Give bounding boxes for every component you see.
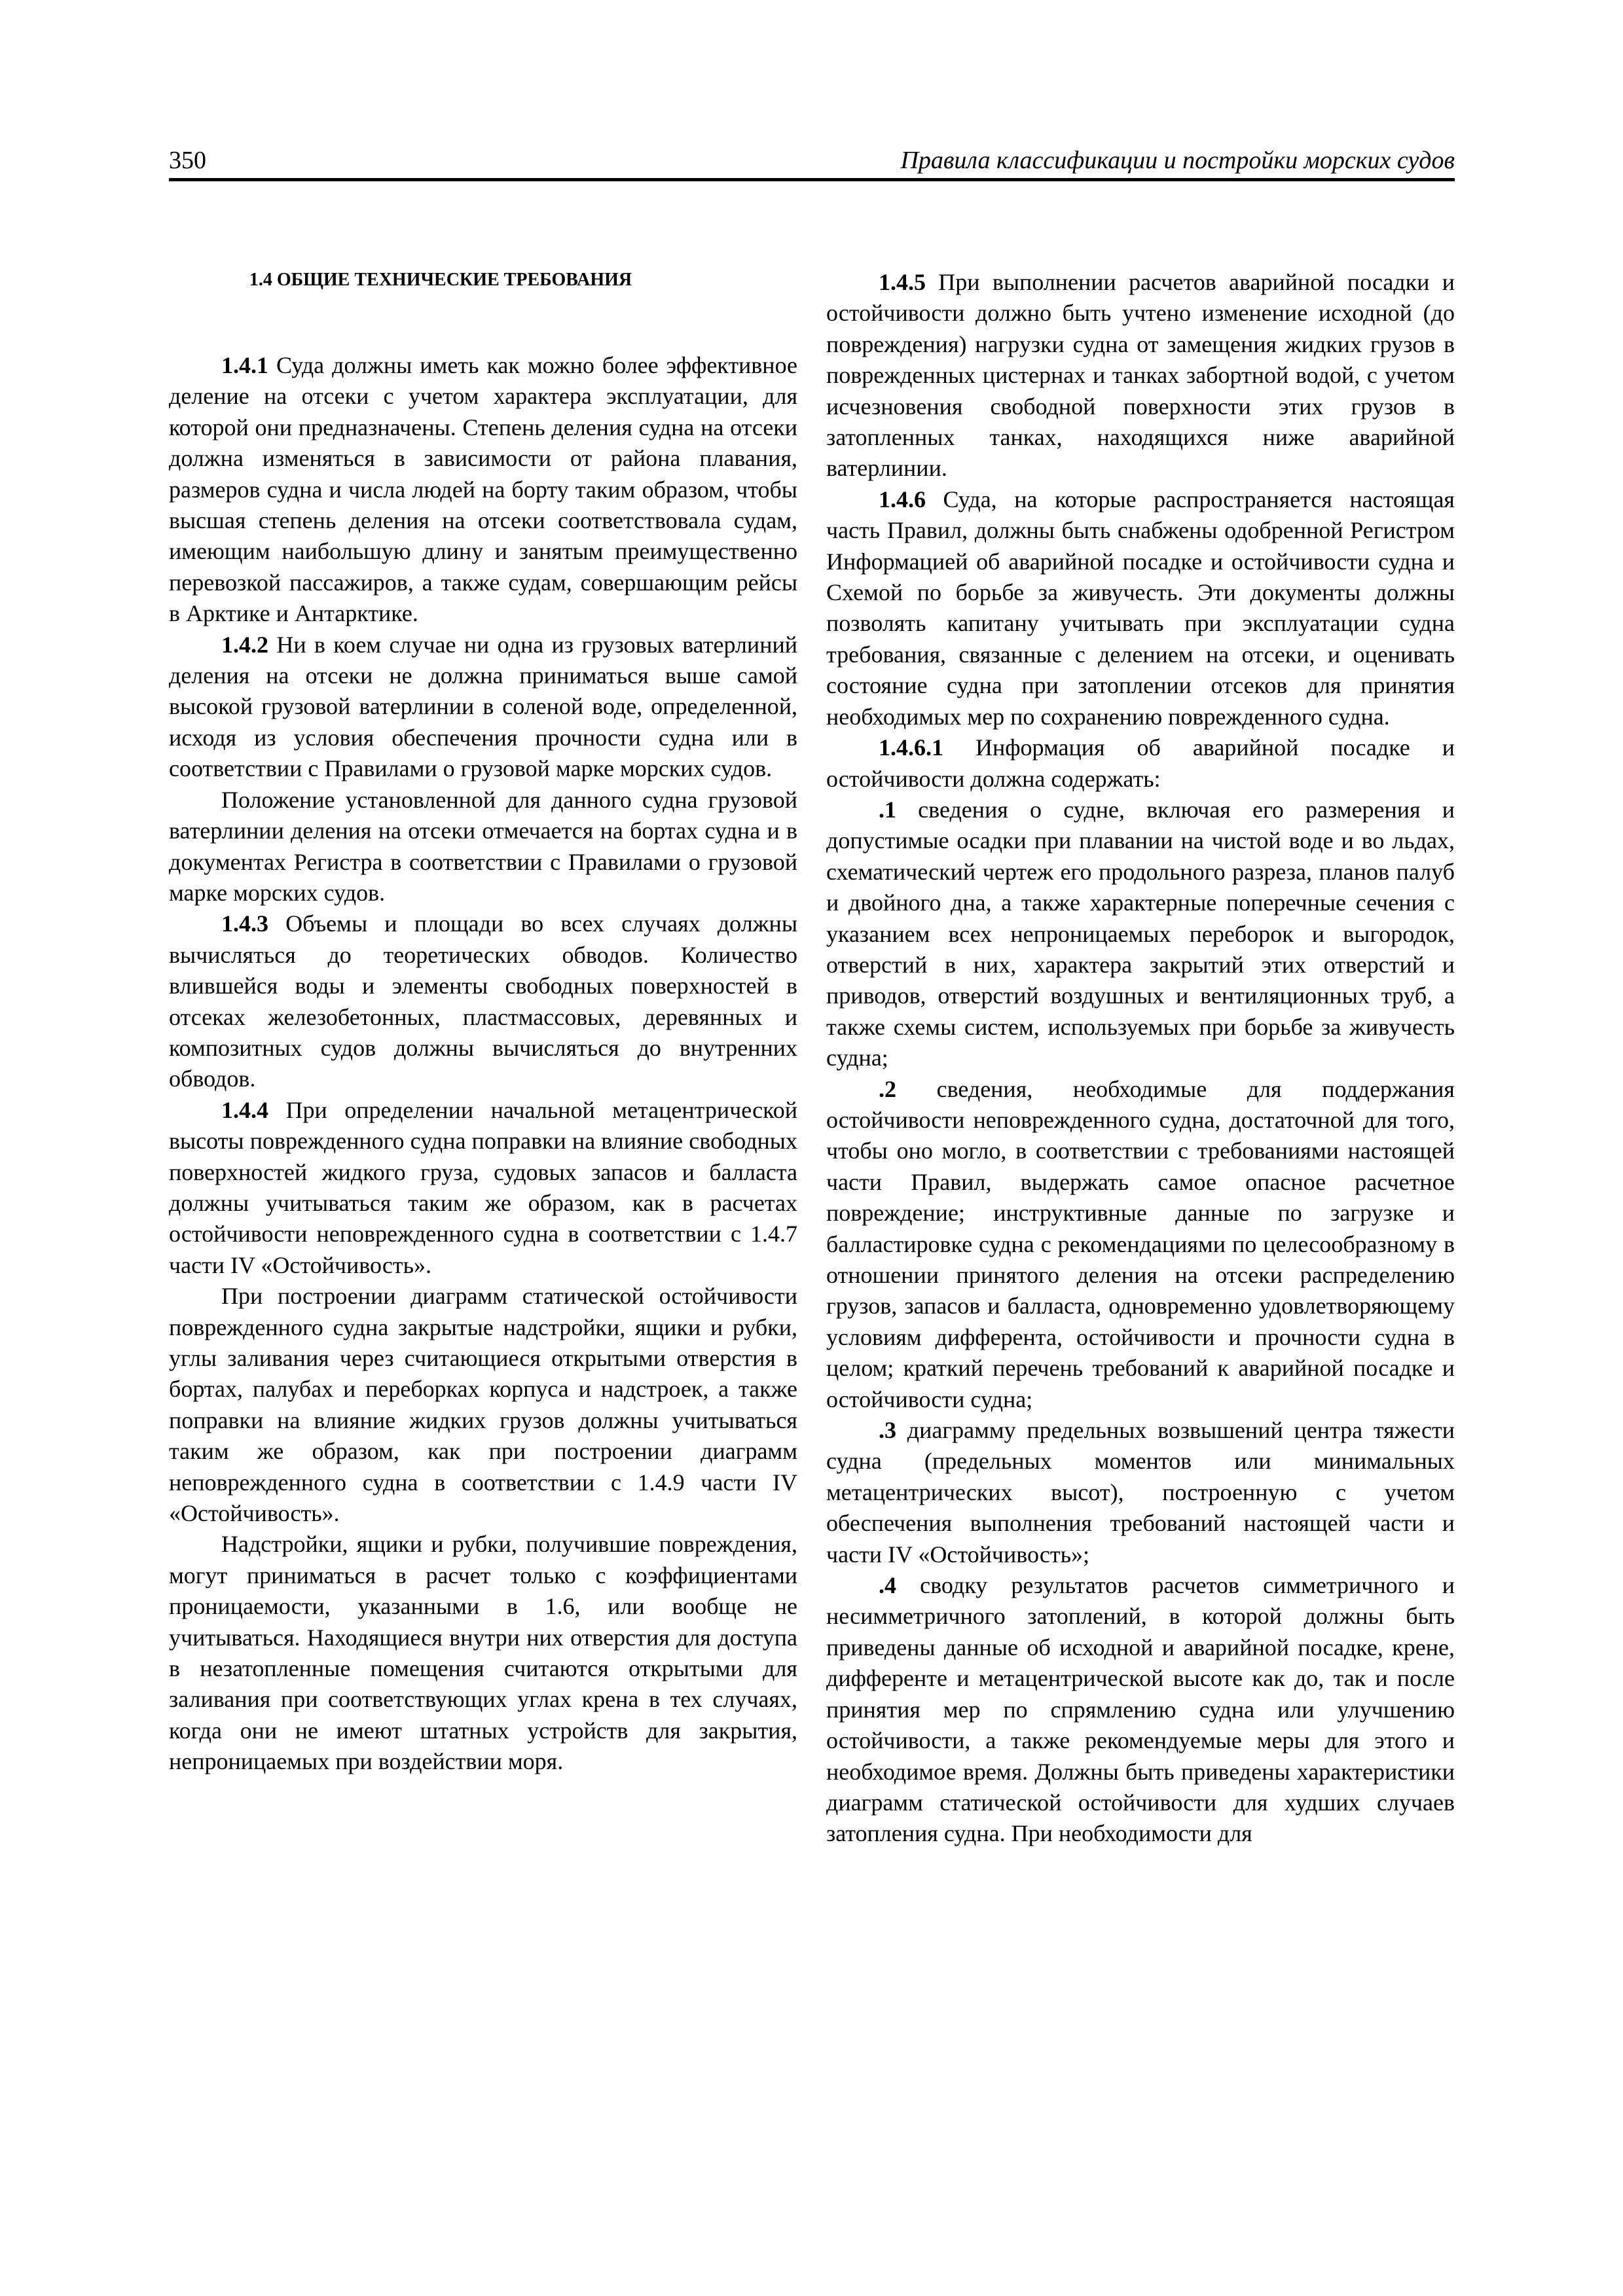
clause-text: Надстройки, ящики и рубки, получившие повреждения, могут приниматься в расчет только с коэффициентами проницаемости, указанными в 1.6, или вообще не учитываться. Находящиеся внутри них отверстия для доступа в незатопленные помещения считаются открытыми для заливания при соответствующих углах крена в тех случаях, когда они не имеют штатных устройств для закрытия, непроницаемых при воздействии моря. [169, 1531, 797, 1775]
paragraph-1-4-6-1 [826, 732, 1455, 795]
clause-number: 1.4.3 [221, 910, 268, 937]
list-item-number: .3 [879, 1417, 896, 1444]
list-item-3 [826, 1415, 1455, 1570]
clause-text: Суда должны иметь как можно более эффективное деление на отсеки с учетом характера эксплуатации, для которой они предназначены. Степень деления судна на отсеки должна изменяться в зависимости от района плавания, размеров судна и числа людей на борту таким образом, чтобы высшая степень деления на отсеки соответствовала судам, имеющим наибольшую длину и занятым преимущественно перевозкой пассажиров, а также судам, совершающим рейсы в Арктике и Антарктике. [169, 352, 797, 627]
clause-text: При построении диаграмм статической остойчивости поврежденного судна закрытые надстройки, ящики и рубки, углы заливания через считающиеся открытыми отверстия в бортах, палубах и переборках корпуса и надстроек, а также поправки на влияние жидких грузов должны учитываться таким же образом, как при построении диаграмм неповрежденного судна в соответствии с 1.4.9 части IV «Остойчивость». [169, 1283, 797, 1527]
paragraph-1-4-4 [169, 1095, 797, 1281]
clause-number: 1.4.2 [221, 631, 268, 658]
header-rule [169, 178, 1455, 181]
running-title: Правила классификации и постройки морских судов [900, 147, 1455, 174]
paragraph-1-4-5 [826, 267, 1455, 484]
clause-text: Информация об аварийной посадке и остойчивости должна содержать: [826, 734, 1455, 792]
paragraph-1-4-6 [826, 484, 1455, 732]
list-item-number: .1 [879, 796, 896, 823]
clause-number: 1.4.5 [879, 269, 926, 295]
clause-number: 1.4.4 [221, 1096, 268, 1123]
list-item-text: диаграмму предельных возвышений центра тяжести судна (предельных моментов или минимальных метацентрических высот), построенную с учетом обеспечения выполнения требований настоящей части и части IV «Остойчивость»; [826, 1417, 1455, 1568]
list-item-4 [826, 1570, 1455, 1850]
paragraph-1-4-3 [169, 908, 797, 1094]
clause-text: Объемы и площади во всех случаях должны вычисляться до теоретических обводов. Количество влившейся воды и элементы свободных поверхностей в отсеках железобетонных, пластмассовых, деревянных и композитных судов должны вычисляться до внутренних обводов. [169, 910, 797, 1092]
clause-text: Суда, на которые распространяется настоящая часть Правил, должны быть снабжены одобренной Регистром Информацией об аварийной посадке и остойчивости судна и Схемой по борьбе за живучесть. Эти документы должны позволять капитану учитывать при эксплуатации судна требования, связанные с делением на отсеки, и оценивать состояние судна при затоплении отсеков для принятия необходимых мер по сохранению поврежденного судна. [826, 486, 1455, 730]
paragraph [169, 1281, 797, 1529]
paragraph [169, 785, 797, 909]
list-item-2 [826, 1074, 1455, 1415]
list-item-text: сведения, необходимые для поддержания остойчивости неповрежденного судна, достаточной для того, чтобы оно могло, в соответствии с требованиями настоящей части Правил, выдержать самое опасное расчетное повреждение; инструктивные данные по загрузке и балластировке судна с рекомендациями по целесообразному в отношении принятого деления на отсеки распределению грузов, запасов и балласта, одновременно удовлетворяющему условиям дифферента, остойчивости и прочности судна в целом; краткий перечень требований к аварийной посадке и остойчивости судна; [826, 1075, 1455, 1412]
right-column [826, 267, 1455, 1850]
clause-number: 1.4.1 [221, 352, 268, 378]
paragraph [169, 1529, 797, 1777]
paragraph-1-4-1 [169, 350, 797, 630]
list-item-number: .2 [879, 1075, 896, 1102]
list-item-1 [826, 795, 1455, 1074]
list-item-text: сводку результатов расчетов симметричного и несимметричного затоплений, в которой должны быть приведены данные об исходной и аварийной посадке, крене, дифференте и метацентрической высоте как до, так и после принятия мер по спрямлению судна или улучшению остойчивости, а также рекомендуемые меры для этого и необходимое время. Должны быть приведены характеристики диаграмм статической остойчивости для худших случаев затопления судна. При необходимости для [826, 1572, 1455, 1847]
clause-text: Положение установленной для данного судна грузовой ватерлинии деления на отсеки отмечается на бортах судна и в документах Регистра в соответствии с Правилами о грузовой марке морских судов. [169, 786, 797, 906]
clause-text: При выполнении расчетов аварийной посадки и остойчивости должно быть учтено изменение исходной (до повреждения) нагрузки судна от замещения жидких грузов в поврежденных цистернах и танках забортной водой, с учетом исчезновения свободной поверхности этих грузов в затопленных танках, находящихся ниже аварийной ватерлинии. [826, 269, 1455, 482]
left-column [169, 267, 797, 1778]
clause-number: 1.4.6 [879, 486, 926, 512]
clause-number: 1.4.6.1 [879, 734, 943, 761]
clause-text: Ни в коем случае ни одна из грузовых ватерлиний деления на отсеки не должна приниматься выше самой высокой грузовой ватерлинии в соленой воде, определенной, исходя из условия обеспечения прочности судна или в соответствии с Правилами о грузовой марке морских судов. [169, 631, 797, 782]
list-item-number: .4 [879, 1572, 896, 1599]
page-number: 350 [169, 147, 206, 174]
list-item-text: сведения о судне, включая его размерения и допустимые осадки при плавании на чистой воде и во льдах, схематический чертеж его продольного разреза, планов палуб и двойного дна, а также характерные поперечные сечения с указанием всех непроницаемых переборок и выгородок, отверстий в них, характера закрытий этих отверстий и приводов, отверстий воздушных и вентиляционных труб, а также схемы систем, используемых при борьбе за живучесть судна; [826, 796, 1455, 1071]
paragraph-1-4-2 [169, 630, 797, 785]
section-heading: 1.4 ОБЩИЕ ТЕХНИЧЕСКИЕ ТРЕБОВАНИЯ [249, 270, 632, 290]
clause-text: При определении начальной метацентрической высоты поврежденного судна поправки на влияние свободных поверхностей жидкого груза, судовых запасов и балласта должны учитываться таким же образом, как в расчетах остойчивости неповрежденного судна в соответствии с 1.4.7 части IV «Остойчивость». [169, 1096, 797, 1278]
